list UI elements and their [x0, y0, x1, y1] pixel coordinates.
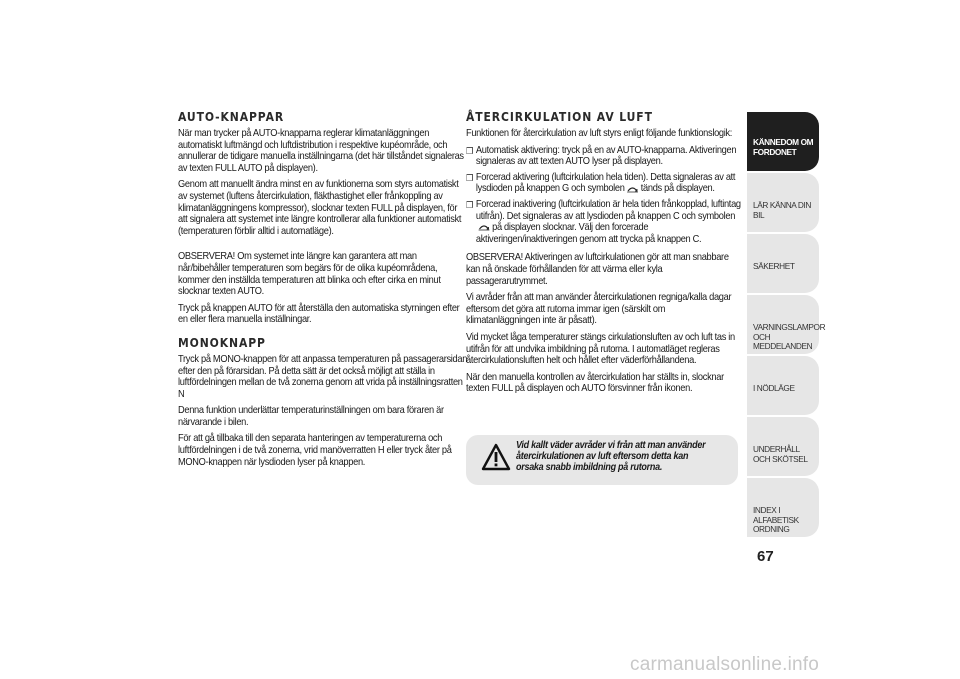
warning-box: [466, 435, 738, 485]
auto-paragraph-2: Genom att manuellt ändra minst en av funktionerna som styrs automatiskt av systemet (luftens återcirkulation, fläkthastighet eller frånkoppling av klimatanläggningens kompressor), slocknar texten FULL på displayen, för att signalera att systemet inte längre kontrollerar alla funktioner automatiskt (temperaturen förblir alltid i automatläge).: [178, 179, 462, 237]
tab-lar-kanna-din-bil[interactable]: LÄR KÄNNA DIN BIL: [747, 173, 819, 232]
recirculation-heading: ÅTERCIRKULATION AV LUFT: [466, 110, 653, 124]
recirculation-list: [466, 145, 741, 246]
recirculation-note-paragraph: OBSERVERA! Aktiveringen av luftcirkulationen gör att man snabbare kan nå önskade förhållanden för att värma eller kyla passagerarutrymmet.: [466, 252, 729, 287]
right-column: [466, 110, 741, 400]
auto-buttons-heading: AUTO-KNAPPAR: [178, 110, 285, 124]
auto-paragraph-1: När man trycker på AUTO-knapparna reglerar klimatanläggningen automatiskt luftmängd och luftdistribution i respektive kupéområde, och annullerar de tidigare manuella inställningarna (det här tillståndet signaleras av texten FULL AUTO på displayen).: [178, 128, 464, 174]
recirculation-intro: Funktionen för återcirkulation av luft styrs enligt följande funktionslogik:: [466, 128, 733, 139]
auto-paragraph-4: Tryck på knappen AUTO för att återställa den automatiska styrningen efter en eller flera manuella inställningar.: [178, 302, 460, 326]
checkbox-bullet-icon: ❒: [466, 172, 473, 183]
list-item-text: Forcerad inaktivering (luftcirkulation är hela tiden frånkopplad, luftintag utifrån). Det signaleras av att lysdioden på knappen C och symbolenpå displayen slocknar. Välj den forcerade aktiveringen/inaktiveringen genom att trycka på knappen C.: [475, 198, 741, 245]
list-item: [466, 199, 741, 245]
warning-triangle-icon: [481, 443, 511, 471]
checkbox-bullet-icon: ❒: [466, 145, 473, 156]
chapter-tabs: [747, 112, 826, 539]
tab-kannedom-om-fordonet[interactable]: KÄNNEDOM OM FORDONET: [747, 112, 819, 171]
tab-index[interactable]: INDEX I ALFABETISK ORDNING: [747, 478, 819, 537]
tab-sakerhet[interactable]: SÄKERHET: [747, 234, 819, 293]
list-item: [466, 145, 741, 168]
recirculation-paragraph-4: När den manuella kontrollen av återcirkulation har ställts in, slocknar texten FULL på displayen och AUTO försvinner från ikonen.: [466, 371, 724, 395]
mono-paragraph-2: Denna funktion underlättar temperaturinställningen om bara föraren är närvarande i bilen.: [178, 405, 444, 428]
watermark: carmanualsonline.info: [630, 654, 820, 675]
recirculation-icon: [478, 223, 491, 231]
left-column: [178, 110, 468, 473]
auto-note-paragraph: OBSERVERA! Om systemet inte längre kan garantera att man når/bibehåller temperaturen som begärs för de olika kupéområdena, kommer den inställda temperaturen att blinka och efter cirka en minut slocknar texten AUTO.: [178, 251, 441, 298]
recirculation-paragraph-3: Vid mycket låga temperaturer stängs cirkulationsluften av och luft tas in utifrån för att undvika imbildning på rutorna. I automatläget regleras återcirkulationsluften helt och hållet efter väderförhållandena.: [466, 331, 735, 367]
tab-underhall-och-skotsel[interactable]: UNDERHÅLL OCH SKÖTSEL: [747, 417, 819, 476]
list-item-text: Forcerad aktivering (luftcirkulation hela tiden). Detta signaleras av att lysdioden på knappen G och symbolen tänds på displayen.: [475, 171, 736, 195]
checkbox-bullet-icon: ❒: [466, 199, 473, 210]
list-item: [466, 172, 741, 195]
recirculation-paragraph-2: Vi avråder från att man använder återcirkulationen regniga/kalla dagar eftersom det göra att rutorna immar igen (särskilt om klimatanläggningen inte är påsatt).: [466, 292, 732, 327]
mono-paragraph-1: Tryck på MONO-knappen för att anpassa temperaturen på passagerarsidan efter den på förarsidan. På detta sätt är det också möjligt att ställa in luftfördelningen mellan de två zonerna genom att vrida på inställningsratten N: [178, 353, 468, 400]
recirculation-icon: [626, 185, 639, 193]
warning-text: Vid kallt väder avråder vi från att man använder återcirkulationen av luft eftersom detta kan orsaka snabb imbildning på rutorna.: [516, 440, 706, 473]
mono-button-heading: MONOKNAPP: [178, 335, 266, 350]
mono-paragraph-3: För att gå tillbaka till den separata hanteringen av temperaturerna och luftfördelningen i de två zonerna, vrid manöverratten H eller tryck åter på MONO-knappen när lysdioden lyser på knappen.: [178, 433, 452, 468]
tab-i-nodlage[interactable]: I NÖDLÄGE: [747, 356, 819, 415]
page-number: 67: [757, 548, 774, 565]
tab-varningslampor[interactable]: VARNINGSLAMPOR OCH MEDDELANDEN: [747, 295, 819, 354]
list-item-text: Automatisk aktivering: tryck på en av AUTO-knapparna. Aktiveringen signaleras av att texten AUTO lyser på displayen.: [475, 144, 737, 168]
